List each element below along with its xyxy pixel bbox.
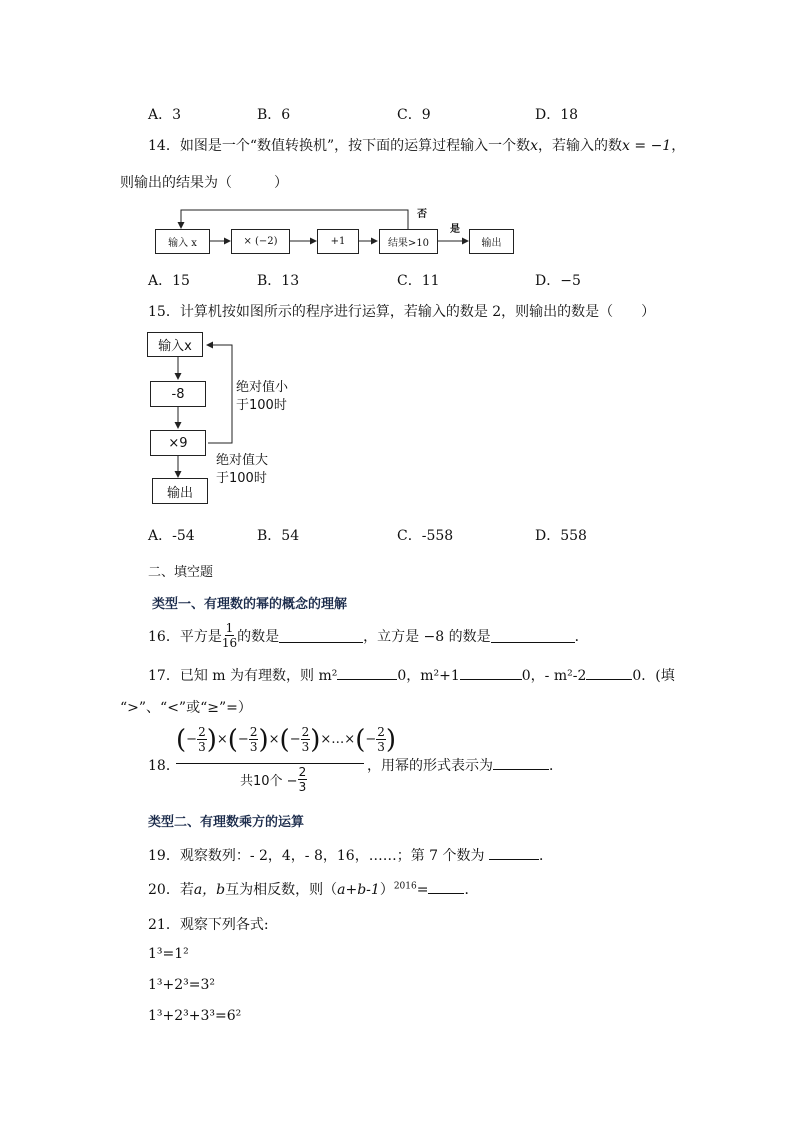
q15-box-minus8: -8 <box>150 381 206 407</box>
q16-blank-2[interactable] <box>491 628 575 643</box>
q20-text: 20．若a，b互为相反数，则$(a+b-1)^{2016}=$ ． <box>148 879 478 899</box>
q15-exit-label-1: 绝对值大 <box>216 453 269 468</box>
q13-option-a: A．3 <box>148 107 182 123</box>
q17-text-line2: “>”、“<”或“≥”=） <box>120 700 252 716</box>
q15-option-b: B．54 <box>257 528 300 544</box>
q15-option-d: D．558 <box>535 528 587 544</box>
q17-blank-3[interactable] <box>586 665 632 680</box>
q21-text: 21．观察下列各式: <box>148 917 269 933</box>
q16-blank-1[interactable] <box>279 628 363 643</box>
q18-prefix: 18． <box>148 758 180 774</box>
q14-box-condition: 结果>10 <box>379 229 438 254</box>
q17-blank-1[interactable] <box>337 665 397 680</box>
q14-box-output: 输出 <box>469 229 514 254</box>
q14-yes-label: 是 <box>450 224 460 235</box>
q19-blank[interactable] <box>489 845 539 860</box>
q19-text: 19．观察数列：- 2，4，- 8，16，……；第 7 个数为 ． <box>148 845 553 865</box>
q15-text: 15．计算机按如图所示的程序进行运算，若输入的数是 2，则输出的数是（ ） <box>148 304 656 320</box>
q13-option-b: B．6 <box>257 107 291 123</box>
q15-box-times9: ×9 <box>150 430 206 456</box>
q14-box-plus1: +1 <box>317 229 359 254</box>
q18-fraction-bar <box>176 763 364 764</box>
q15-loop-label-2: 于100时 <box>236 398 287 413</box>
q18-denominator: 共10个 − $\frac{2}{3}$ <box>240 765 307 794</box>
section-heading-fill-blank: 二、填空题 <box>148 565 214 580</box>
q17-text-line1: 17．已知 m 为有理数，则 m² 0，m²+1 0，- m²-2 0．(填 <box>148 665 675 685</box>
q17-blank-2[interactable] <box>460 665 522 680</box>
q18-blank[interactable] <box>493 755 549 770</box>
q14-box-input: 输入 x <box>155 229 210 254</box>
q13-option-c: C．9 <box>397 107 431 123</box>
q15-option-a: A．-54 <box>148 528 195 544</box>
q14-option-a: A．15 <box>148 273 190 289</box>
q15-box-output: 输出 <box>152 478 208 504</box>
q21-eq3: 1³+2³+3³=6² <box>148 1008 242 1024</box>
q21-eq1: 1³=1² <box>148 946 189 962</box>
q13-option-d: D．18 <box>535 107 579 123</box>
q20-blank[interactable] <box>428 879 464 894</box>
q14-option-d: D．−5 <box>535 273 581 289</box>
q14-option-c: C．11 <box>397 273 440 289</box>
type2-heading: 类型二、有理数乘方的运算 <box>148 815 305 830</box>
q16-fraction: $\frac{1}{16}$ <box>221 621 238 650</box>
q21-eq2: 1³+2³=3² <box>148 977 216 993</box>
q15-option-c: C．-558 <box>397 528 454 544</box>
q14-text-line2: 则输出的结果为（ ） <box>120 175 288 191</box>
q16-text: 16．平方是 $\frac{1}{16}$ 的数是 ，立方是 −8 的数是 ． <box>148 621 589 650</box>
type1-heading: 类型一、有理数的幂的概念的理解 <box>152 597 348 612</box>
q18-suffix: ，用幂的形式表示为 ． <box>367 755 563 775</box>
q15-box-input: 输入x <box>147 332 203 357</box>
q14-no-label: 否 <box>417 209 427 220</box>
q15-exit-label-2: 于100时 <box>216 471 267 486</box>
q14-option-b: B．13 <box>257 273 300 289</box>
q14-box-times-neg2: × (−2) <box>231 229 290 254</box>
q18-numerator: ( − $\frac{2}{3}$ ) × ( − $\frac{2}{3}$ ) × ( − $\frac{2}{3}$ ) ×…× ( − $\frac{2}{3}$ ) <box>176 724 397 755</box>
q15-loop-label-1: 绝对值小 <box>236 380 289 395</box>
q14-text-line1: 14．如图是一个“数值转换机”，按下面的运算过程输入一个数x，若输入的数x = −1， <box>148 138 686 154</box>
